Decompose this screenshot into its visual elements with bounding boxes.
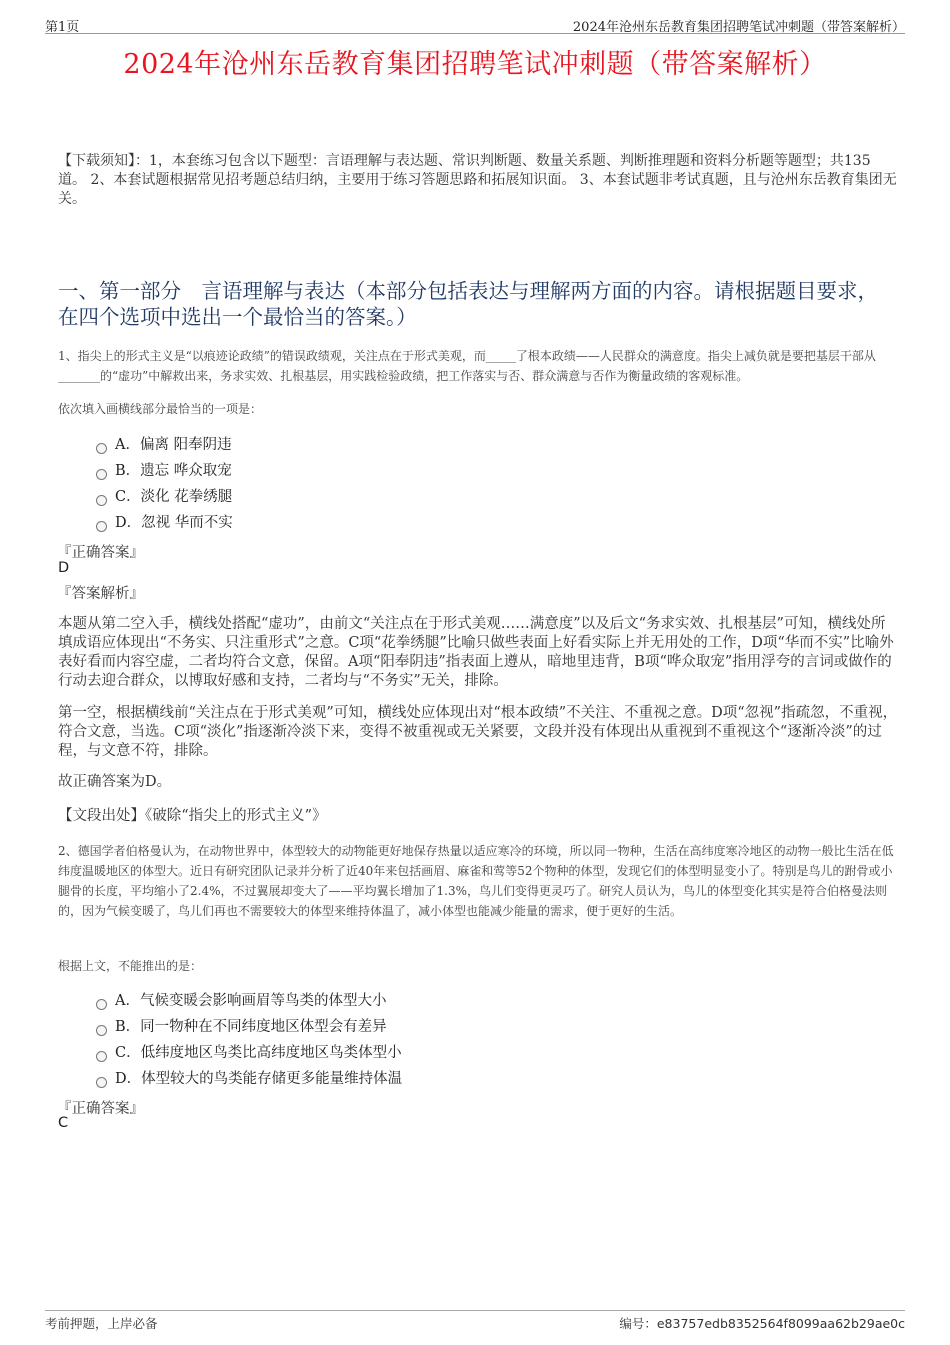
q2-option-b[interactable] xyxy=(96,1016,387,1038)
q1-source: 【文段出处】《破除“指尖上的形式主义”》 xyxy=(58,808,327,824)
section-heading: 一、第一部分 言语理解与表达（本部分包括表达与理解两方面的内容。请根据题目要求，在四个选项中选出一个最恰当的答案。） xyxy=(58,279,878,329)
q2-option-d[interactable] xyxy=(96,1068,402,1090)
footer-code-value: e83757edb8352564f8099aa62b29ae0c xyxy=(656,1316,905,1331)
question-1-stem: 1、指尖上的形式主义是“以痕迹论政绩”的错误政绩观，关注点在于形式美观，而_____了根本政绩——人民群众的满意度。指尖上减负就是要把基层干部从_______的“虚功”中解救出来，务求实效、扎根基层，用实践检验政绩，把工作落实与否、群众满意与否作为衡量政绩的客观标准。 xyxy=(58,349,876,383)
q2-correct-label: 『正确答案』 xyxy=(57,1101,144,1117)
q1-analysis-label: 『答案解析』 xyxy=(57,586,144,602)
option-text: 偏离 阳奉阴违 xyxy=(139,437,232,453)
radio-icon[interactable] xyxy=(96,1077,107,1088)
main-title: 2024年沧州东岳教育集团招聘笔试冲刺题（带答案解析） xyxy=(123,49,827,80)
download-notice: 【下载须知】：1，本套练习包含以下题型：言语理解与表达题、常识判断题、数量关系题、判断推理题和资料分析题等题型；共135道。 2、本套试题根据常见招考题总结归纳，主要用于练习答题思路和拓展知识面。 3、本套试题非考试真题，且与沧州东岳教育集团无关。 xyxy=(58,153,897,207)
page-number: 第1页 xyxy=(45,20,80,35)
header-divider xyxy=(45,33,905,34)
question-2-prompt: 根据上文，不能推出的是： xyxy=(58,959,203,973)
option-letter: B． xyxy=(115,1019,141,1035)
q1-correct-answer: D xyxy=(58,560,70,576)
option-text: 淡化 花拳绣腿 xyxy=(140,489,233,505)
option-letter: A． xyxy=(115,437,140,453)
option-text: 气候变暖会影响画眉等鸟类的体型大小 xyxy=(139,993,387,1009)
footer-slogan: 考前押题，上岸必备 xyxy=(45,1316,158,1331)
header-doc-title: 2024年沧州东岳教育集团招聘笔试冲刺题（带答案解析） xyxy=(572,20,905,35)
radio-icon[interactable] xyxy=(96,443,107,454)
q1-option-d[interactable] xyxy=(96,512,233,534)
q1-analysis-paragraph-1: 本题从第二空入手，横线处搭配“虚功”，由前文“关注点在于形式美观……满意度”以及后文“务求实效、扎根基层”可知，横线处所填成语应体现出“不务实、只注重形式”之意。C项“花拳绣腿”比喻只做些表面上好看实际上并无用处的工作，D项“华而不实”比喻外表好看而内容空虚，二者均符合文意，保留。A项“阳奉阴违”指表面上遵从，暗地里违背，B项“哗众取宠”指用浮夸的言词或做作的行动去迎合群众，以博取好感和支持，二者均与“不务实”无关，排除。 xyxy=(58,616,894,689)
option-letter: C． xyxy=(115,1045,141,1061)
option-text: 忽视 华而不实 xyxy=(141,515,233,531)
option-text: 遗忘 哗众取宠 xyxy=(140,463,232,479)
footer-code-label: 编号： xyxy=(619,1316,657,1331)
radio-icon[interactable] xyxy=(96,495,107,506)
radio-icon[interactable] xyxy=(96,521,107,532)
question-2-stem: 2、德国学者伯格曼认为，在动物世界中，体型较大的动物能更好地保存热量以适应寒冷的环境，所以同一物种，生活在高纬度寒冷地区的动物一般比生活在低纬度温暖地区的体型大。近日有研究团队记录并分析了近40年来包括画眉、麻雀和莺等52个物种的体型，发现它们的体型明显变小了。特别是鸟儿的跗骨或小腿骨的长度，平均缩小了2.4%，不过翼展却变大了——平均翼长增加了1.3%，鸟儿们变得更灵巧了。研究人员认为，鸟儿的体型变化其实是符合伯格曼法则的，因为气候变暖了，鸟儿们再也不需要较大的体型来维持体温了，减小体型也能减少能量的需求，便于更好的生活。 xyxy=(58,844,894,918)
q2-option-c[interactable] xyxy=(96,1042,402,1064)
q1-conclusion: 故正确答案为D。 xyxy=(58,774,172,790)
q2-option-a[interactable] xyxy=(96,990,386,1012)
q1-option-b[interactable] xyxy=(96,460,232,482)
radio-icon[interactable] xyxy=(96,469,107,480)
q1-option-c[interactable] xyxy=(96,486,232,508)
q1-option-a[interactable] xyxy=(96,434,232,456)
radio-icon[interactable] xyxy=(96,1025,107,1036)
q2-correct-answer: C xyxy=(58,1115,69,1131)
option-letter: B． xyxy=(115,463,141,479)
footer-code xyxy=(619,1314,905,1332)
q1-analysis-paragraph-2: 第一空，根据横线前“关注点在于形式美观”可知，横线处应体现出对“根本政绩”不关注、不重视之意。D项“忽视”指疏忽，不重视，符合文意，当选。C项“淡化”指逐渐冷淡下来，变得不被重视或无关紧要，文段并没有体现出从重视到不重视这个“逐渐冷淡”的过程，与文意不符，排除。 xyxy=(58,705,898,759)
footer-divider xyxy=(45,1310,905,1311)
radio-icon[interactable] xyxy=(96,999,107,1010)
radio-icon[interactable] xyxy=(96,1051,107,1062)
q1-correct-label: 『正确答案』 xyxy=(57,545,144,561)
option-text: 低纬度地区鸟类比高纬度地区鸟类体型小 xyxy=(140,1045,402,1061)
option-letter: A． xyxy=(115,993,140,1009)
option-text: 同一物种在不同纬度地区体型会有差异 xyxy=(140,1019,387,1035)
option-letter: D． xyxy=(115,1071,142,1087)
option-text: 体型较大的鸟类能存储更多能量维持体温 xyxy=(141,1071,403,1087)
question-1-prompt: 依次填入画横线部分最恰当的一项是： xyxy=(58,402,263,416)
option-letter: C． xyxy=(115,489,141,505)
option-letter: D． xyxy=(115,515,142,531)
